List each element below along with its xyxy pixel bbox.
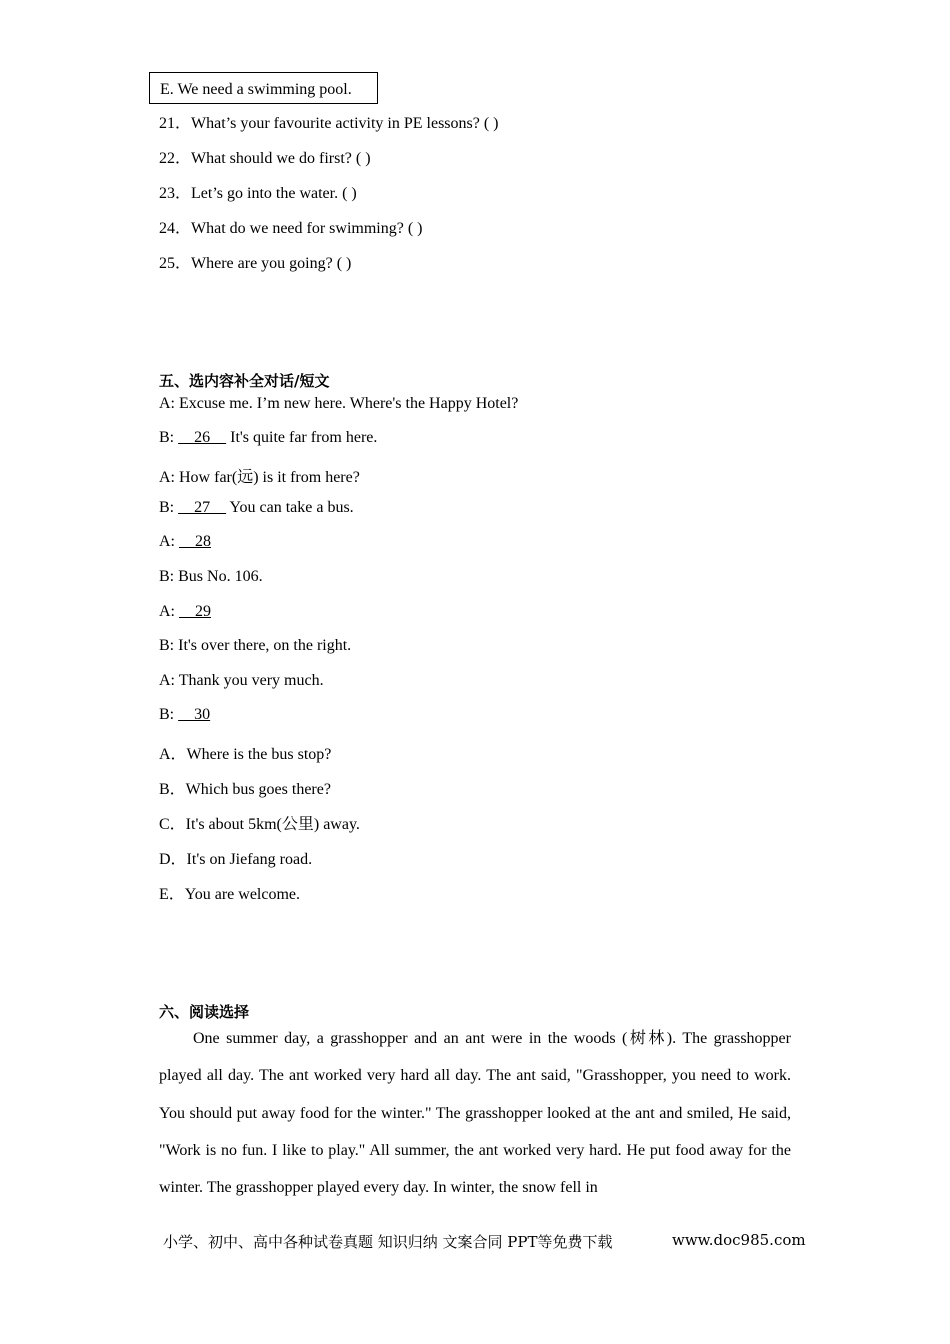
dialogue-text: Thank you very much. [178, 672, 324, 689]
section5-title: 五、选内容补全对话/短文 [159, 372, 330, 390]
dialogue-line [159, 672, 324, 690]
dialogue-text: It's over there, on the right. [178, 637, 352, 654]
question-number: 21． [159, 115, 192, 132]
dialogue-line [159, 637, 351, 655]
option-d: D．It's on Jiefang road. [159, 851, 313, 868]
speaker: A: [159, 672, 179, 689]
question-text: What should we do first? ( ) [191, 150, 371, 167]
speaker: B: [159, 637, 179, 654]
speaker: A: [159, 533, 179, 550]
dialogue-line [159, 706, 210, 724]
reading-passage: One summer day, a grasshopper and an ant were in the woods (树林). The grasshopper played all day. The ant worked very hard all day. The ant said, "Grasshopper, you need to work. You should put away food for the winter." The grasshopper looked at the ant and smiled, He said, "Work is no fun. I like to play." All summer, the ant worked very hard. He put food away for the winter. The grasshopper played every day. In winter, the snow fell in [159, 1030, 791, 1197]
dialogue-line [159, 395, 518, 413]
question-text: Where are you going? ( ) [191, 255, 352, 272]
answer-blank-26: 26 [178, 429, 227, 446]
answer-blank-27: 27 [178, 499, 227, 516]
dialogue-line [159, 499, 354, 517]
dialogue-line [159, 568, 263, 586]
question-text: Let’s go into the water. ( ) [191, 185, 357, 202]
option-c: C．It's about 5km(公里) away. [159, 816, 360, 833]
dialogue-line [159, 533, 211, 551]
question-text: What do we need for swimming? ( ) [191, 220, 423, 237]
option-e-box: E. We need a swimming pool. [149, 72, 378, 104]
answer-blank-30: 30 [178, 706, 211, 723]
option-a: A．Where is the bus stop? [159, 746, 332, 763]
speaker: A: [159, 469, 179, 486]
question-text: What’s your favourite activity in PE lessons? ( ) [191, 115, 499, 132]
speaker: B: [159, 499, 179, 516]
question-21 [159, 110, 499, 133]
dialogue-text: It's quite far from here. [226, 429, 378, 446]
question-23 [159, 180, 357, 203]
question-number: 22． [159, 150, 192, 167]
question-number: 23． [159, 185, 192, 202]
answer-blank-29: 29 [179, 603, 211, 620]
question-24 [159, 215, 423, 238]
dialogue-line [159, 464, 360, 487]
option-e: E．You are welcome. [159, 886, 301, 903]
question-number: 25． [159, 255, 192, 272]
question-25 [159, 250, 351, 273]
dialogue-text: Bus No. 106. [178, 568, 263, 585]
dialogue-text: You can take a bus. [226, 499, 354, 516]
answer-blank-28: 28 [179, 533, 211, 550]
question-22 [159, 145, 371, 168]
footer-url: www.doc985.com [672, 1231, 806, 1249]
dialogue-text: Excuse me. I’m new here. Where's the Happy Hotel? [179, 395, 519, 412]
question-number: 24． [159, 220, 192, 237]
section6-title: 六、阅读选择 [159, 1003, 250, 1021]
speaker: A: [159, 603, 179, 620]
speaker: B: [159, 706, 179, 723]
speaker: A: [159, 395, 179, 412]
option-b: B．Which bus goes there? [159, 781, 331, 798]
footer-text: 小学、初中、高中各种试卷真题 知识归纳 文案合同 PPT等免费下载 [163, 1233, 613, 1251]
speaker: B: [159, 568, 179, 585]
dialogue-line [159, 603, 211, 621]
speaker: B: [159, 429, 179, 446]
dialogue-text: How far(远) is it from here? [179, 469, 360, 486]
dialogue-line [159, 429, 377, 447]
